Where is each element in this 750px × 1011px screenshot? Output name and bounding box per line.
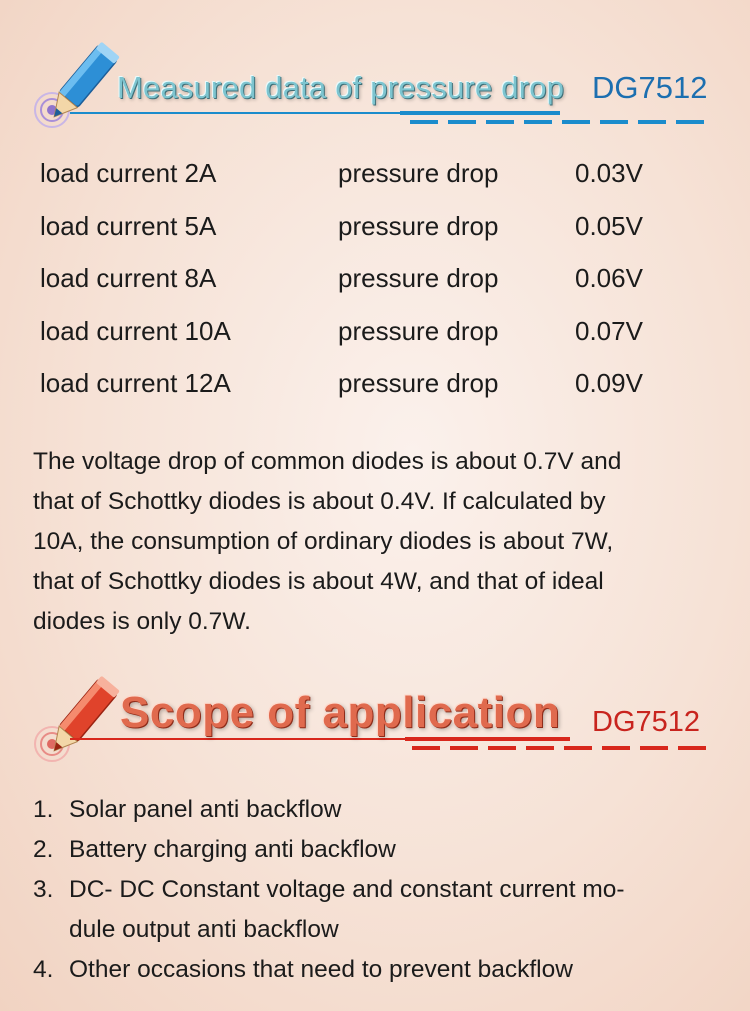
model-number: DG7512: [592, 70, 708, 105]
list-item: [33, 870, 733, 950]
section-header-pressure-drop: [0, 38, 750, 158]
drop-label: pressure drop: [338, 158, 499, 188]
drop-value: 0.03V: [575, 158, 643, 188]
load-current: load current 12A: [40, 368, 231, 399]
section-title: Scope of application: [120, 688, 561, 737]
item-number: 3.: [33, 876, 54, 903]
pencil-icon: [45, 676, 120, 759]
explanation-paragraph: [33, 442, 723, 642]
load-current: load current 8A: [40, 263, 217, 294]
item-number: 4.: [33, 956, 54, 983]
paragraph-line: that of Schottky diodes is about 4W, and that of ideal: [33, 568, 604, 595]
drop-label: pressure drop: [338, 263, 499, 294]
pressure-drop-table: [40, 158, 720, 421]
item-text: DC- DC Constant voltage and constant current mo-: [69, 876, 625, 903]
table-row: [40, 263, 720, 316]
list-item: [33, 790, 733, 830]
item-text: Other occasions that need to prevent backflow: [69, 956, 573, 983]
model-number: DG7512: [592, 706, 701, 738]
drop-value: 0.07V: [575, 315, 643, 346]
load-current: load current 2A: [40, 158, 217, 188]
drop-value: 0.05V: [575, 210, 643, 241]
drop-label: pressure drop: [338, 210, 499, 241]
drop-value: 0.06V: [575, 263, 643, 294]
load-current: load current 10A: [40, 315, 231, 346]
list-item: [33, 830, 733, 870]
drop-label: pressure drop: [338, 315, 499, 346]
item-text: Solar panel anti backflow: [69, 796, 342, 823]
section-header-scope: [0, 672, 750, 792]
paragraph-line: that of Schottky diodes is about 0.4V. If calculated by: [33, 488, 606, 515]
application-list: [33, 790, 733, 990]
list-item: [33, 950, 733, 990]
item-number: 1.: [33, 796, 54, 823]
drop-value: 0.09V: [575, 368, 643, 399]
paragraph-line: 10A, the consumption of ordinary diodes is about 7W,: [33, 528, 614, 555]
item-text: Battery charging anti backflow: [69, 836, 396, 863]
header-underline: [70, 111, 704, 124]
section-title: Measured data of pressure drop: [117, 70, 565, 105]
load-current: load current 5A: [40, 210, 217, 241]
item-number: 2.: [33, 836, 54, 863]
item-text-continued: dule output anti backflow: [69, 916, 339, 943]
paragraph-line: The voltage drop of common diodes is about 0.7V and: [33, 448, 622, 475]
table-row: [40, 316, 720, 369]
table-row: [40, 211, 720, 264]
table-row: [40, 158, 720, 211]
paragraph-line: diodes is only 0.7W.: [33, 608, 251, 635]
table-row: [40, 368, 720, 421]
drop-label: pressure drop: [338, 368, 499, 399]
